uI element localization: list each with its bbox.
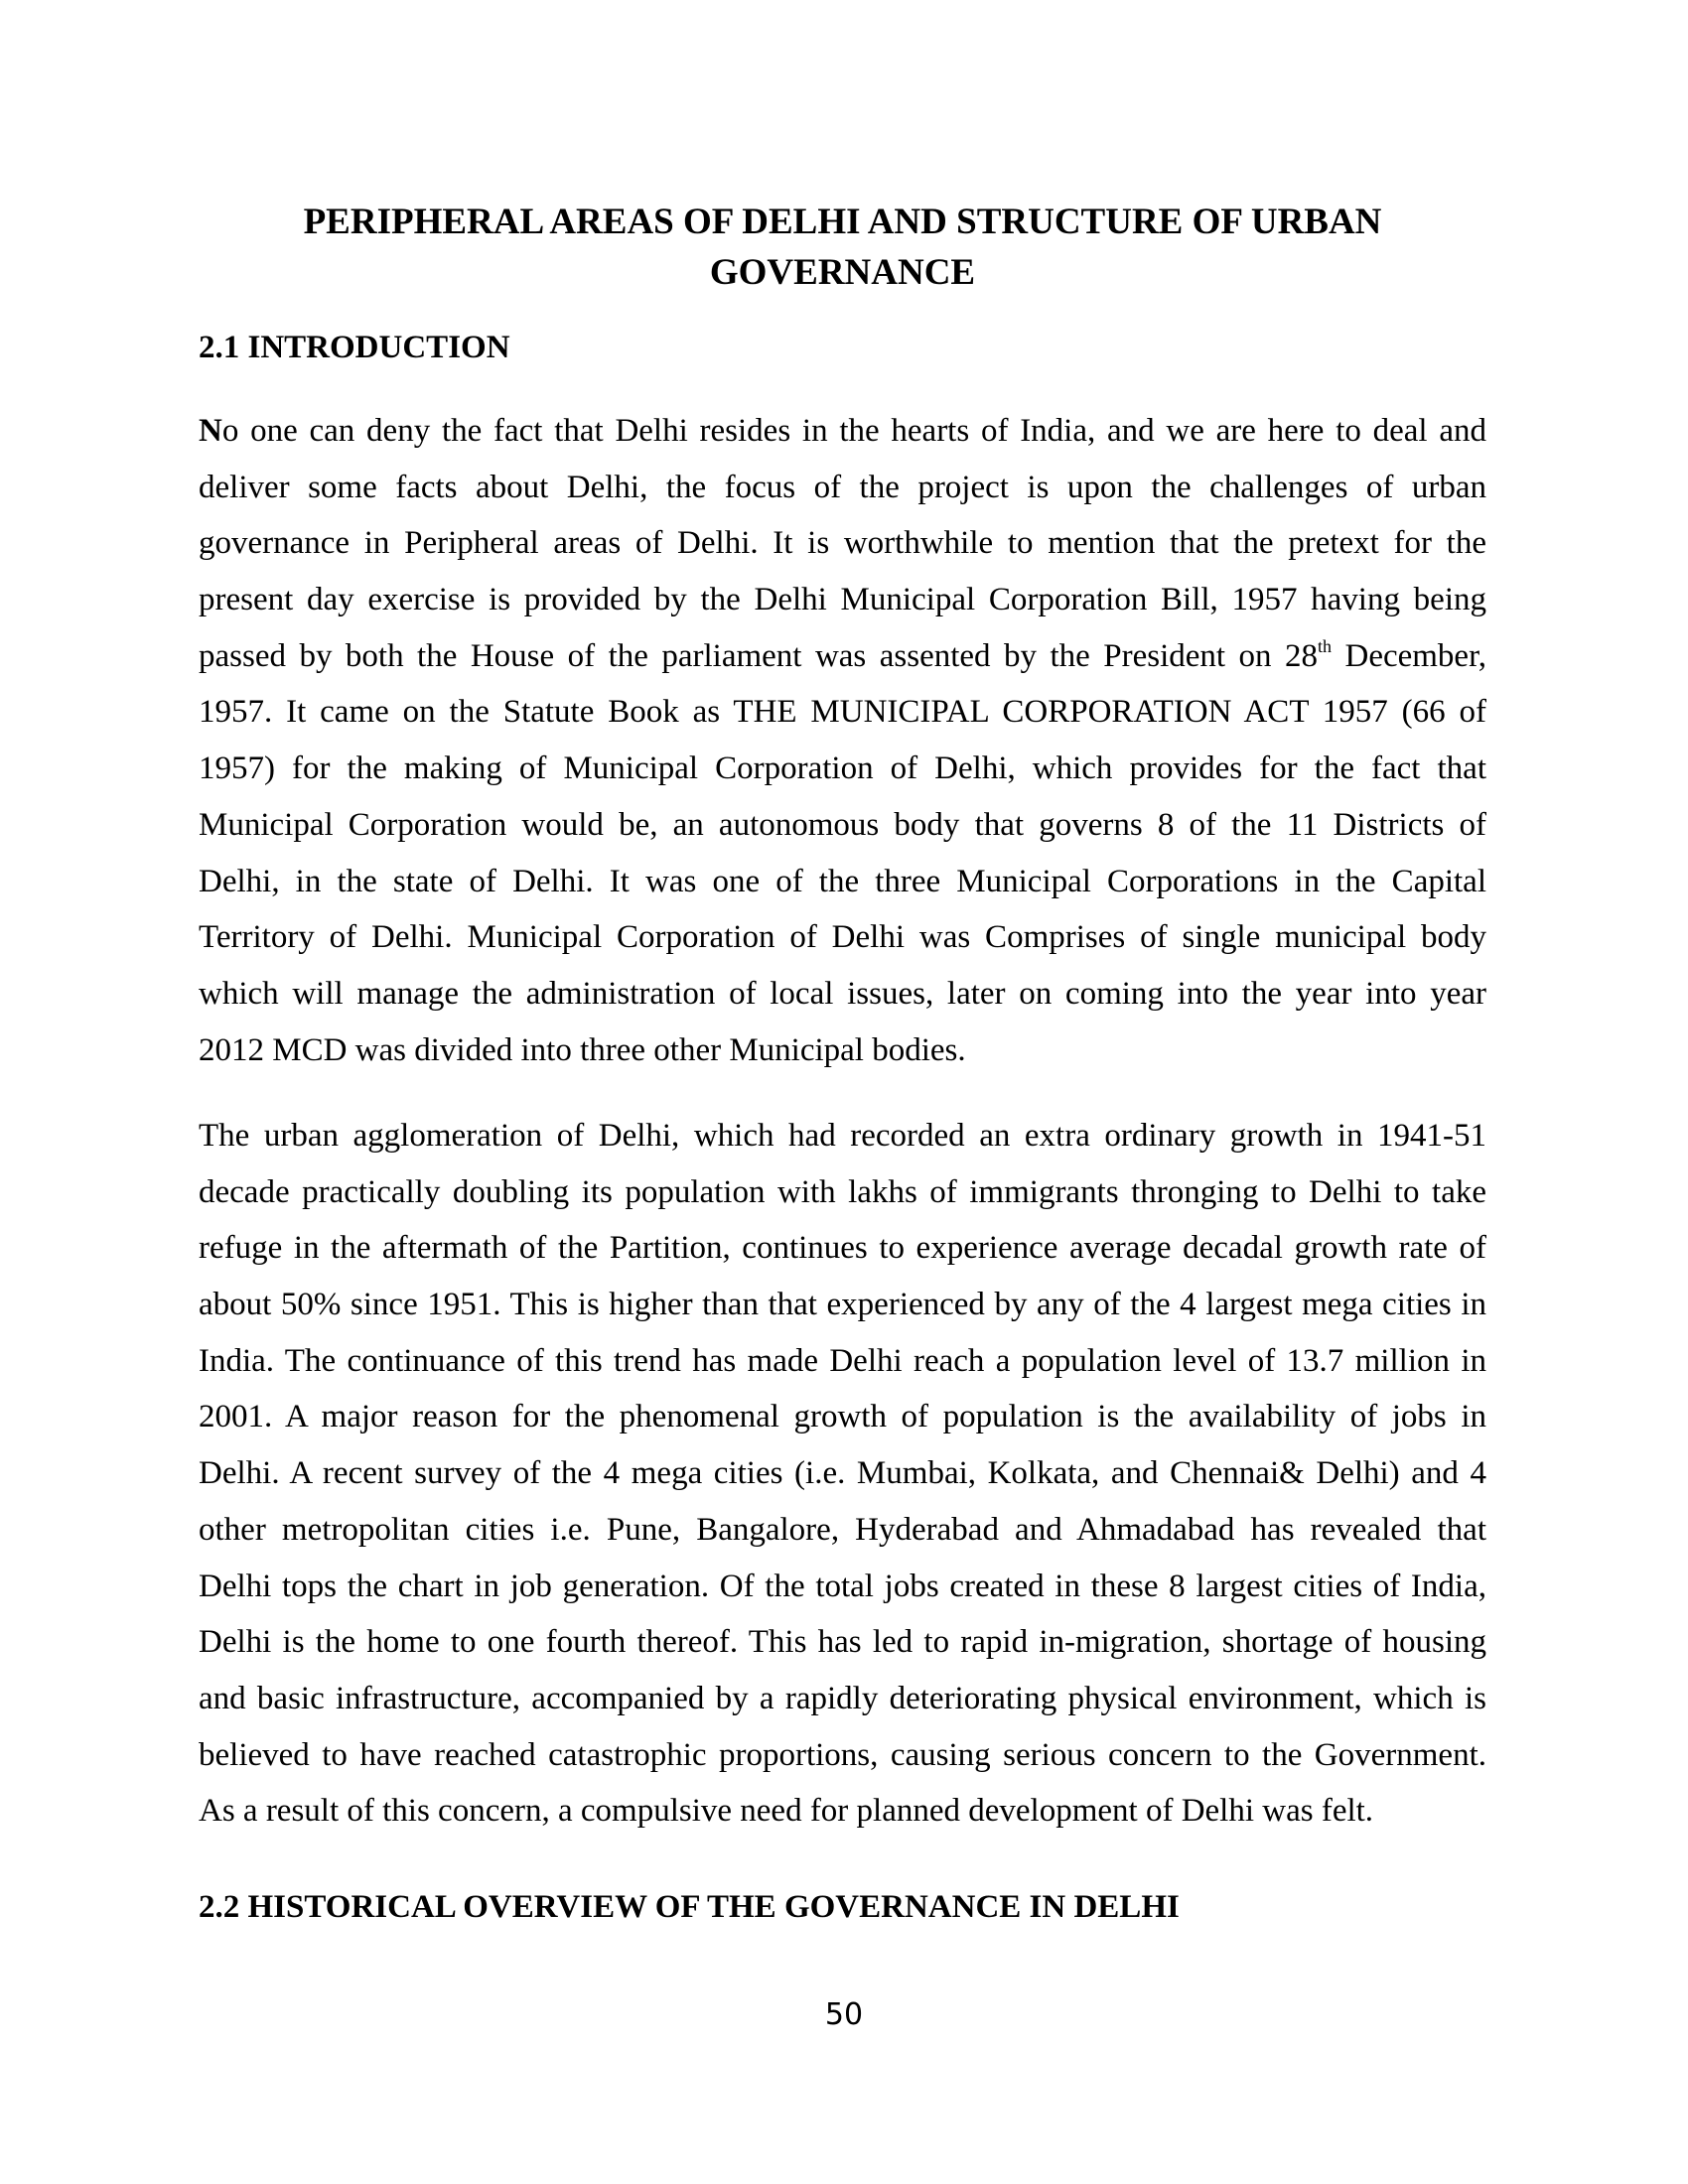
chapter-title: [199, 197, 1486, 298]
text-line: 1957) for the making of Municipal Corporation of Delhi, which provides for the fact that: [199, 751, 1486, 787]
text-line: decade practically doubling its population with lakhs of immigrants thronging to Delhi to take: [199, 1173, 1486, 1210]
text-line: India. The continuance of this trend has made Delhi reach a population level of 13.7 million in: [199, 1342, 1486, 1379]
text-line: believed to have reached catastrophic proportions, causing serious concern to the Government.: [199, 1736, 1486, 1773]
text-line: deliver some facts about Delhi, the focus of the project is upon the challenges of urban: [199, 469, 1486, 505]
text-line: 2012 MCD was divided into three other Municipal bodies.: [199, 1031, 966, 1068]
text-line: 2001. A major reason for the phenomenal growth of population is the availability of jobs in: [199, 1399, 1486, 1435]
text-line: Delhi tops the chart in job generation. Of the total jobs created in these 8 largest cities of India,: [199, 1568, 1486, 1604]
chapter-title-line-1: PERIPHERAL AREAS OF DELHI AND STRUCTURE OF URBAN: [303, 202, 1382, 242]
paragraph-introduction-1: [199, 403, 1486, 1078]
text-line: passed by both the House of the parliament was assented by the President on 28th December,: [199, 635, 1486, 674]
text-line: 1957. It came on the Statute Book as THE MUNICIPAL CORPORATION ACT 1957 (66 of: [199, 694, 1486, 731]
text-line: Delhi. A recent survey of the 4 mega cities (i.e. Mumbai, Kolkata, and Chennai& Delhi) and 4: [199, 1455, 1486, 1492]
text-line: Delhi is the home to one fourth thereof. This has led to rapid in-migration, shortage of housing: [199, 1624, 1486, 1661]
text-line: Municipal Corporation would be, an autonomous body that governs 8 of the 11 Districts of: [199, 806, 1486, 843]
text-line: The urban agglomeration of Delhi, which had recorded an extra ordinary growth in 1941-51: [199, 1118, 1486, 1154]
section-heading-introduction: 2.1 INTRODUCTION: [199, 330, 510, 365]
text-line: which will manage the administration of local issues, later on coming into the year into year: [199, 975, 1486, 1012]
bold-initial-letter: N: [199, 413, 222, 449]
text-line: governance in Peripheral areas of Delhi. It is worthwhile to mention that the pretext for the: [199, 525, 1486, 562]
text-line: refuge in the aftermath of the Partition, continues to experience average decadal growth rate of: [199, 1230, 1486, 1267]
ordinal-superscript: th: [1318, 635, 1333, 656]
text-line: No one can deny the fact that Delhi resides in the hearts of India, and we are here to deal and: [199, 413, 1486, 449]
chapter-title-line-2: GOVERNANCE: [709, 252, 976, 293]
text-line: Territory of Delhi. Municipal Corporation of Delhi was Comprises of single municipal body: [199, 919, 1486, 956]
section-heading-historical-overview: 2.2 HISTORICAL OVERVIEW OF THE GOVERNANCE IN DELHI: [199, 1889, 1180, 1925]
text-line: other metropolitan cities i.e. Pune, Bangalore, Hyderabad and Ahmadabad has revealed that: [199, 1511, 1486, 1548]
paragraph-introduction-2: [199, 1108, 1486, 1840]
page-number: 50: [824, 1997, 864, 2032]
text-line: present day exercise is provided by the Delhi Municipal Corporation Bill, 1957 having being: [199, 582, 1486, 618]
text-line: Delhi, in the state of Delhi. It was one of the three Municipal Corporations in the Capital: [199, 863, 1486, 899]
text-line: about 50% since 1951. This is higher than that experienced by any of the 4 largest mega cities in: [199, 1287, 1486, 1323]
text-line: As a result of this concern, a compulsive need for planned development of Delhi was felt.: [199, 1793, 1374, 1830]
text-line: and basic infrastructure, accompanied by a rapidly deteriorating physical environment, which is: [199, 1680, 1486, 1716]
